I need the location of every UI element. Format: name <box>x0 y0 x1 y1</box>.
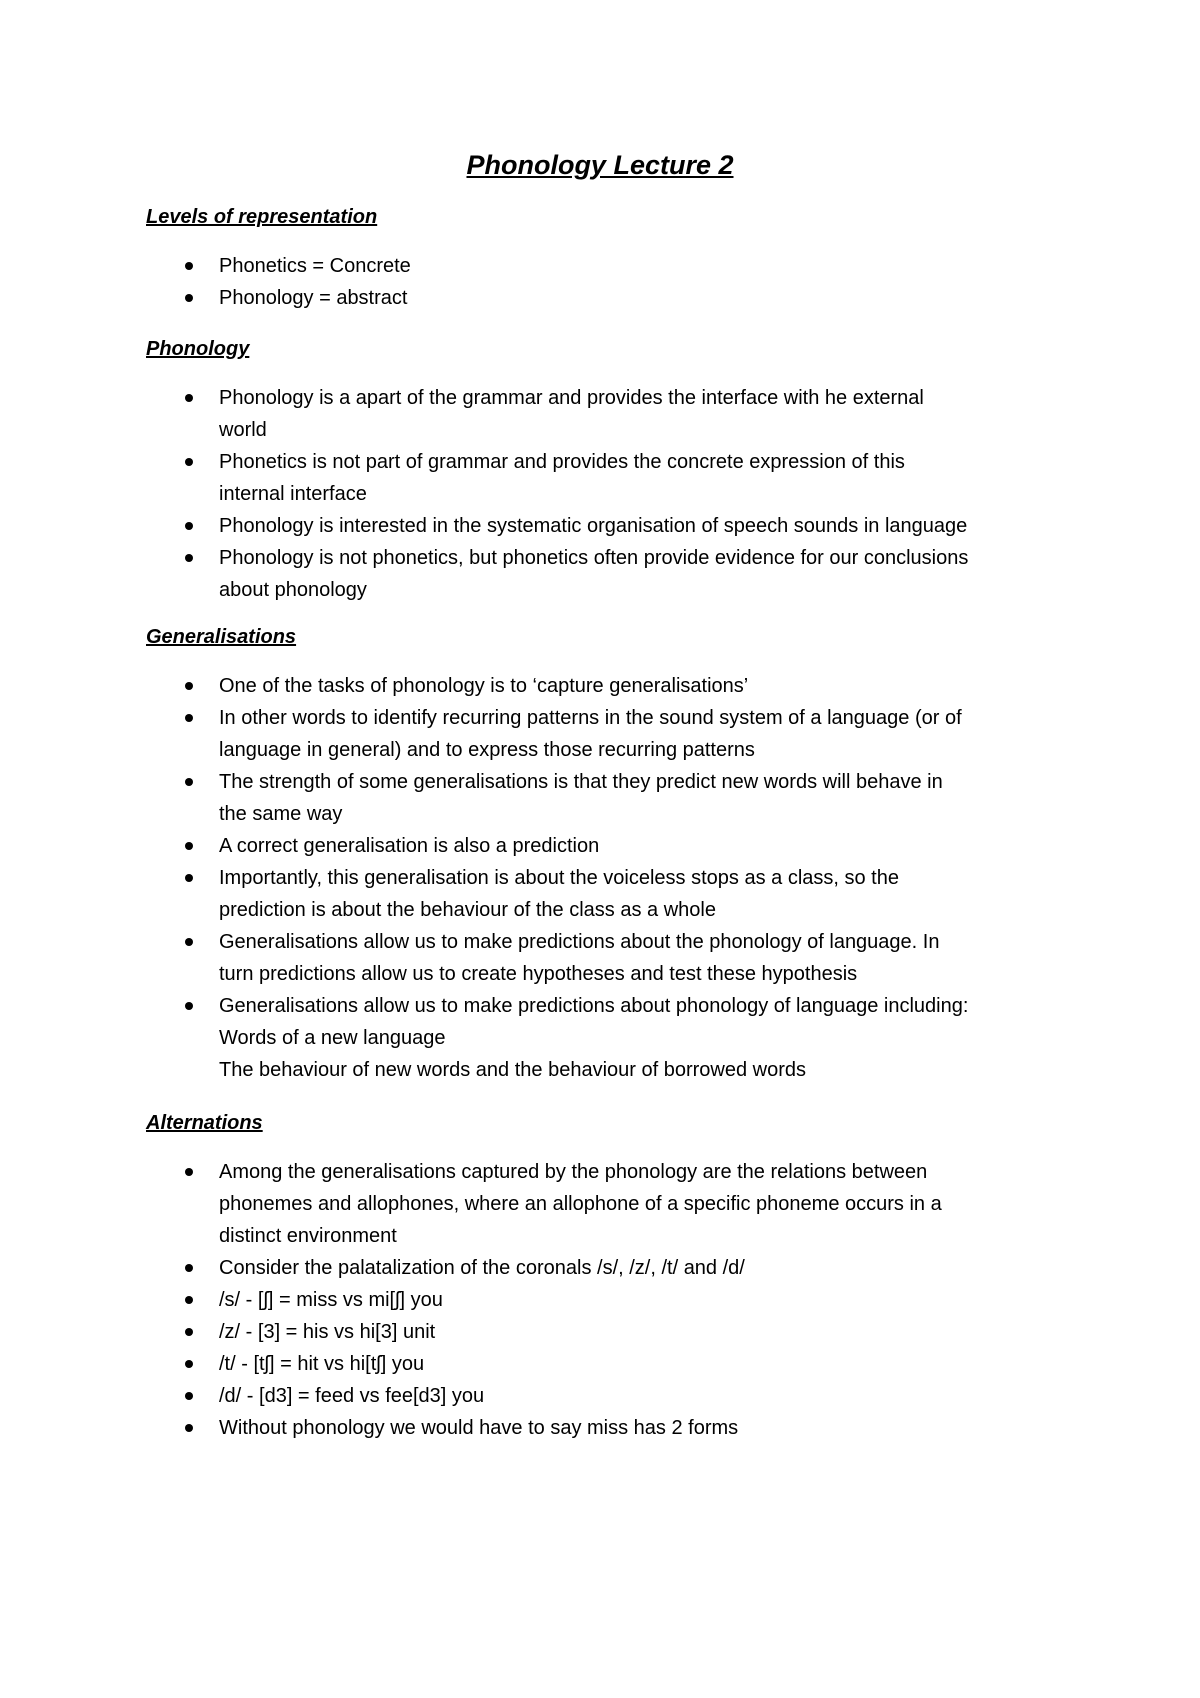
bullet-list <box>146 1156 1076 1444</box>
list-item-text: internal interface <box>219 483 367 505</box>
list-item <box>146 830 1076 862</box>
list-item-text: Phonology is not phonetics, but phonetics often provide evidence for our conclusions <box>219 547 969 569</box>
list-item <box>146 1284 1076 1316</box>
section-alternations <box>146 1110 1076 1444</box>
list-item-text: Words of a new language <box>219 1027 446 1049</box>
list-item-text: distinct environment <box>219 1225 397 1247</box>
list-item-text: Generalisations allow us to make predictions about the phonology of language. In <box>219 931 940 953</box>
section-heading: Alternations <box>146 1112 263 1134</box>
page-title: Phonology Lecture 2 <box>466 150 734 180</box>
bullet-icon <box>185 874 193 882</box>
section-generalisations <box>146 624 1076 1086</box>
list-item-text: A correct generalisation is also a prediction <box>219 835 600 857</box>
bullet-icon <box>185 778 193 786</box>
list-item <box>146 926 1076 990</box>
bullet-icon <box>185 1168 193 1176</box>
list-item-text: Generalisations allow us to make predictions about phonology of language including: <box>219 995 969 1017</box>
list-item-text: /z/ - [3] = his vs hi[3] unit <box>219 1321 436 1343</box>
bullet-icon <box>185 1328 193 1336</box>
list-item-text: Phonetics = Concrete <box>219 255 411 277</box>
list-item-text: language in general) and to express those recurring patterns <box>219 739 755 761</box>
list-item <box>146 1412 1076 1444</box>
bullet-icon <box>185 714 193 722</box>
section-heading: Generalisations <box>146 626 297 648</box>
bullet-icon <box>185 522 193 530</box>
list-item <box>146 1156 1076 1252</box>
list-item <box>146 670 1076 702</box>
list-item <box>146 542 1076 606</box>
list-item <box>146 766 1076 830</box>
list-item <box>146 382 1076 446</box>
section-heading: Phonology <box>146 338 250 360</box>
list-item-text: Importantly, this generalisation is about the voiceless stops as a class, so the <box>219 867 899 889</box>
bullet-icon <box>185 842 193 850</box>
bullet-icon <box>185 1424 193 1432</box>
bullet-icon <box>185 1360 193 1368</box>
list-item-text: Without phonology we would have to say miss has 2 forms <box>219 1417 739 1439</box>
list-item <box>146 702 1076 766</box>
list-item-text: phonemes and allophones, where an allophone of a specific phoneme occurs in a <box>219 1193 942 1215</box>
list-item-text: The behaviour of new words and the behaviour of borrowed words <box>219 1059 807 1081</box>
list-item <box>146 990 1076 1086</box>
list-item <box>146 1316 1076 1348</box>
bullet-icon <box>185 938 193 946</box>
list-item-text: turn predictions allow us to create hypotheses and test these hypothesis <box>219 963 858 985</box>
list-item-text: Consider the palatalization of the coronals /s/, /z/, /t/ and /d/ <box>219 1257 745 1279</box>
bullet-list <box>146 670 1076 1086</box>
bullet-icon <box>185 394 193 402</box>
list-item <box>146 282 1076 314</box>
list-item-text: Phonetics is not part of grammar and provides the concrete expression of this <box>219 451 905 473</box>
section-levels-of-representation <box>146 204 1076 314</box>
bullet-list <box>146 382 1076 606</box>
list-item-text: /s/ - [ʃ] = miss vs mi[ʃ] you <box>219 1289 443 1311</box>
section-phonology <box>146 336 1076 606</box>
list-item-text: In other words to identify recurring patterns in the sound system of a language (or of <box>219 707 962 729</box>
list-item-text: prediction is about the behaviour of the class as a whole <box>219 899 716 921</box>
list-item-text: Phonology = abstract <box>219 287 408 309</box>
list-item <box>146 446 1076 510</box>
list-item-text: One of the tasks of phonology is to ‘capture generalisations’ <box>219 675 749 697</box>
list-item-text: The strength of some generalisations is that they predict new words will behave in <box>219 771 943 793</box>
bullet-icon <box>185 458 193 466</box>
bullet-icon <box>185 682 193 690</box>
list-item <box>146 1348 1076 1380</box>
bullet-icon <box>185 1296 193 1304</box>
bullet-icon <box>185 554 193 562</box>
list-item-text: /t/ - [tʃ] = hit vs hi[tʃ] you <box>219 1353 425 1375</box>
bullet-list <box>146 250 1076 314</box>
section-heading: Levels of representation <box>146 206 378 228</box>
bullet-icon <box>185 1392 193 1400</box>
list-item-text: world <box>219 419 267 441</box>
list-item <box>146 510 1076 542</box>
bullet-icon <box>185 294 193 302</box>
list-item-text: the same way <box>219 803 343 825</box>
list-item-text: /d/ - [d3] = feed vs fee[d3] you <box>219 1385 485 1407</box>
list-item <box>146 862 1076 926</box>
bullet-icon <box>185 1264 193 1272</box>
list-item <box>146 1252 1076 1284</box>
list-item-text: about phonology <box>219 579 367 601</box>
list-item-text: Phonology is a apart of the grammar and provides the interface with he external <box>219 387 924 409</box>
bullet-icon <box>185 1002 193 1010</box>
bullet-icon <box>185 262 193 270</box>
list-item <box>146 1380 1076 1412</box>
list-item-text: Among the generalisations captured by the phonology are the relations between <box>219 1161 928 1183</box>
list-item <box>146 250 1076 282</box>
list-item-text: Phonology is interested in the systematic organisation of speech sounds in language <box>219 515 968 537</box>
